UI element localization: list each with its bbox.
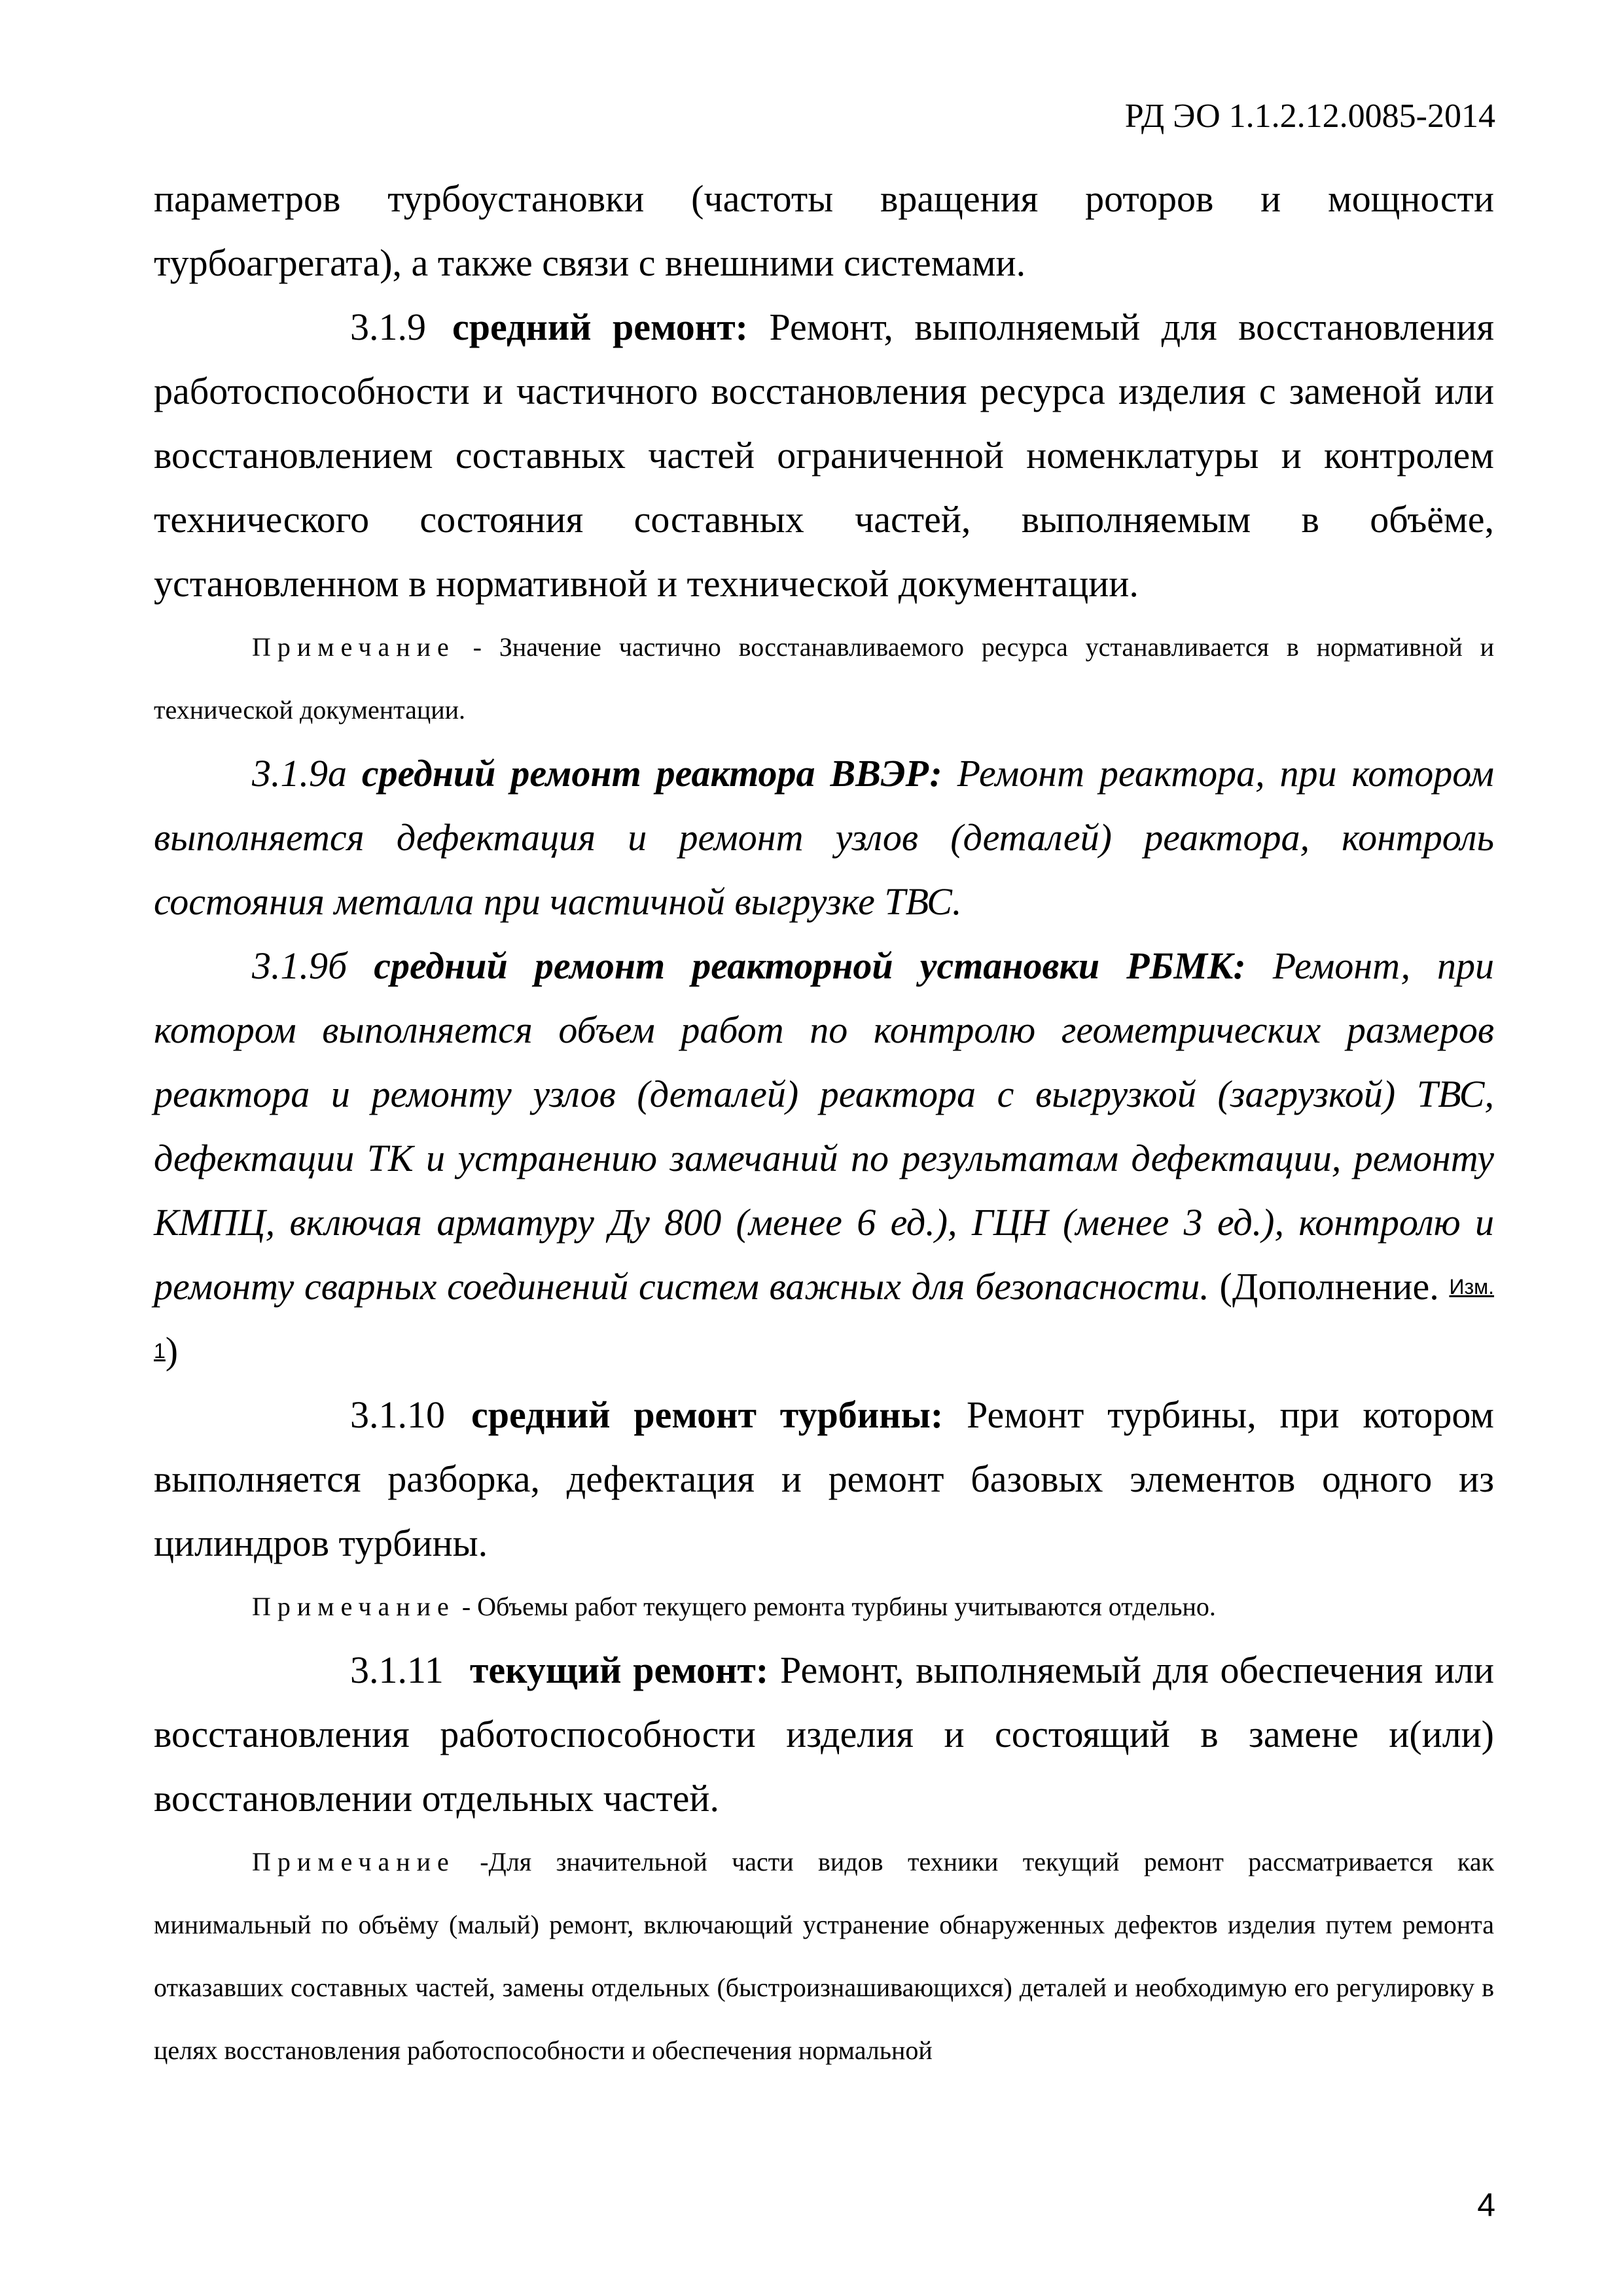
closing-paren: )	[165, 1329, 179, 1372]
addition-note: (Дополнение.	[1219, 1265, 1439, 1308]
note-label: Примечание	[252, 632, 455, 662]
definition-text: Ремонт, при котором выполняется объем работ по контролю геометрических размеров реактора и ремонту узлов (деталей) реактора с выгрузкой (загрузкой) ТВС, дефектации ТК и устранению замечаний по результатам дефектации, ремонту КМПЦ, включая арматуру Ду 800 (менее 6 ед.), ГЦН (менее 3 ед.), контролю и ремонту сварных соединений систем важных для безопасности.	[154, 944, 1495, 1308]
term-name: текущий ремонт:	[469, 1649, 769, 1691]
term-name: средний ремонт реакторной установки РБМК:	[374, 944, 1246, 987]
definition-3-1-9a	[154, 742, 1494, 934]
definition-text: Ремонт турбины, при котором выполняется разборка, дефектация и ремонт базовых элементов одного из цилиндров турбины.	[154, 1393, 1495, 1564]
clause-number: 3.1.11	[350, 1649, 444, 1691]
intro-paragraph	[154, 167, 1494, 295]
note-text: Объемы работ текущего ремонта турбины учитываются отдельно.	[477, 1592, 1216, 1621]
definition-3-1-10	[154, 1383, 1494, 1575]
note-dash: -	[455, 632, 499, 662]
clause-number: 3.1.9б	[252, 944, 348, 987]
clause-number: 3.1.9	[350, 306, 426, 348]
intro-text: параметров турбоустановки (частоты вращения роторов и мощности турбоагрегата), а также связи с внешними системами.	[154, 177, 1494, 284]
note-text: Для значительной части видов техники текущий ремонт рассматривается как минимальный по объёму (малый) ремонт, включающий устранение обнаруженных дефектов изделия путем ремонта отказавших составных частей, замены отдельных (быстроизнашивающихся) деталей и необходимую его регулировку в целях восстановления работоспособности и обеспечения нормальной	[154, 1847, 1495, 2065]
note-dash: -	[455, 1847, 489, 1876]
definition-text: Ремонт, выполняемый для обеспечения или восстановления работоспособности изделия и состоящий в замене и(или) восстановлении отдельных частей.	[154, 1649, 1494, 1820]
definition-3-1-11	[154, 1638, 1494, 1831]
note-3-1-9	[154, 616, 1494, 742]
term-name: средний ремонт турбины:	[471, 1393, 944, 1436]
definition-text: Ремонт реактора, при котором выполняется дефектация и ремонт узлов (деталей) реактора, контроль состояния металла при частичной выгрузке ТВС.	[154, 752, 1495, 923]
term-name: средний ремонт:	[452, 306, 748, 348]
clause-number: 3.1.9а	[252, 752, 347, 795]
note-label: Примечание	[252, 1847, 455, 1876]
note-3-1-10	[154, 1575, 1494, 1638]
page-number: 4	[1477, 2187, 1495, 2223]
clause-number: 3.1.10	[350, 1393, 445, 1436]
term-name: средний ремонт реактора ВВЭР:	[361, 752, 942, 795]
amendment-link[interactable]: Изм. 1	[154, 1275, 1495, 1363]
definition-text: Ремонт, выполняемый для восстановления работоспособности и частичного восстановления ресурса изделия с заменой или восстановлением составных частей ограниченной номенклатуры и контролем технического состояния составных частей, выполняемым в объёме, установленном в нормативной и технической документации.	[154, 306, 1494, 605]
document-body	[154, 167, 1494, 2082]
note-text: Значение частично восстанавливаемого ресурса устанавливается в нормативной и технической документации.	[154, 632, 1494, 725]
note-label: Примечание	[252, 1592, 455, 1621]
document-code-header: РД ЭО 1.1.2.12.0085-2014	[1124, 98, 1495, 135]
definition-3-1-9	[154, 295, 1494, 616]
definition-3-1-9b	[154, 934, 1494, 1383]
note-dash: -	[455, 1592, 478, 1621]
note-3-1-11	[154, 1831, 1494, 2082]
